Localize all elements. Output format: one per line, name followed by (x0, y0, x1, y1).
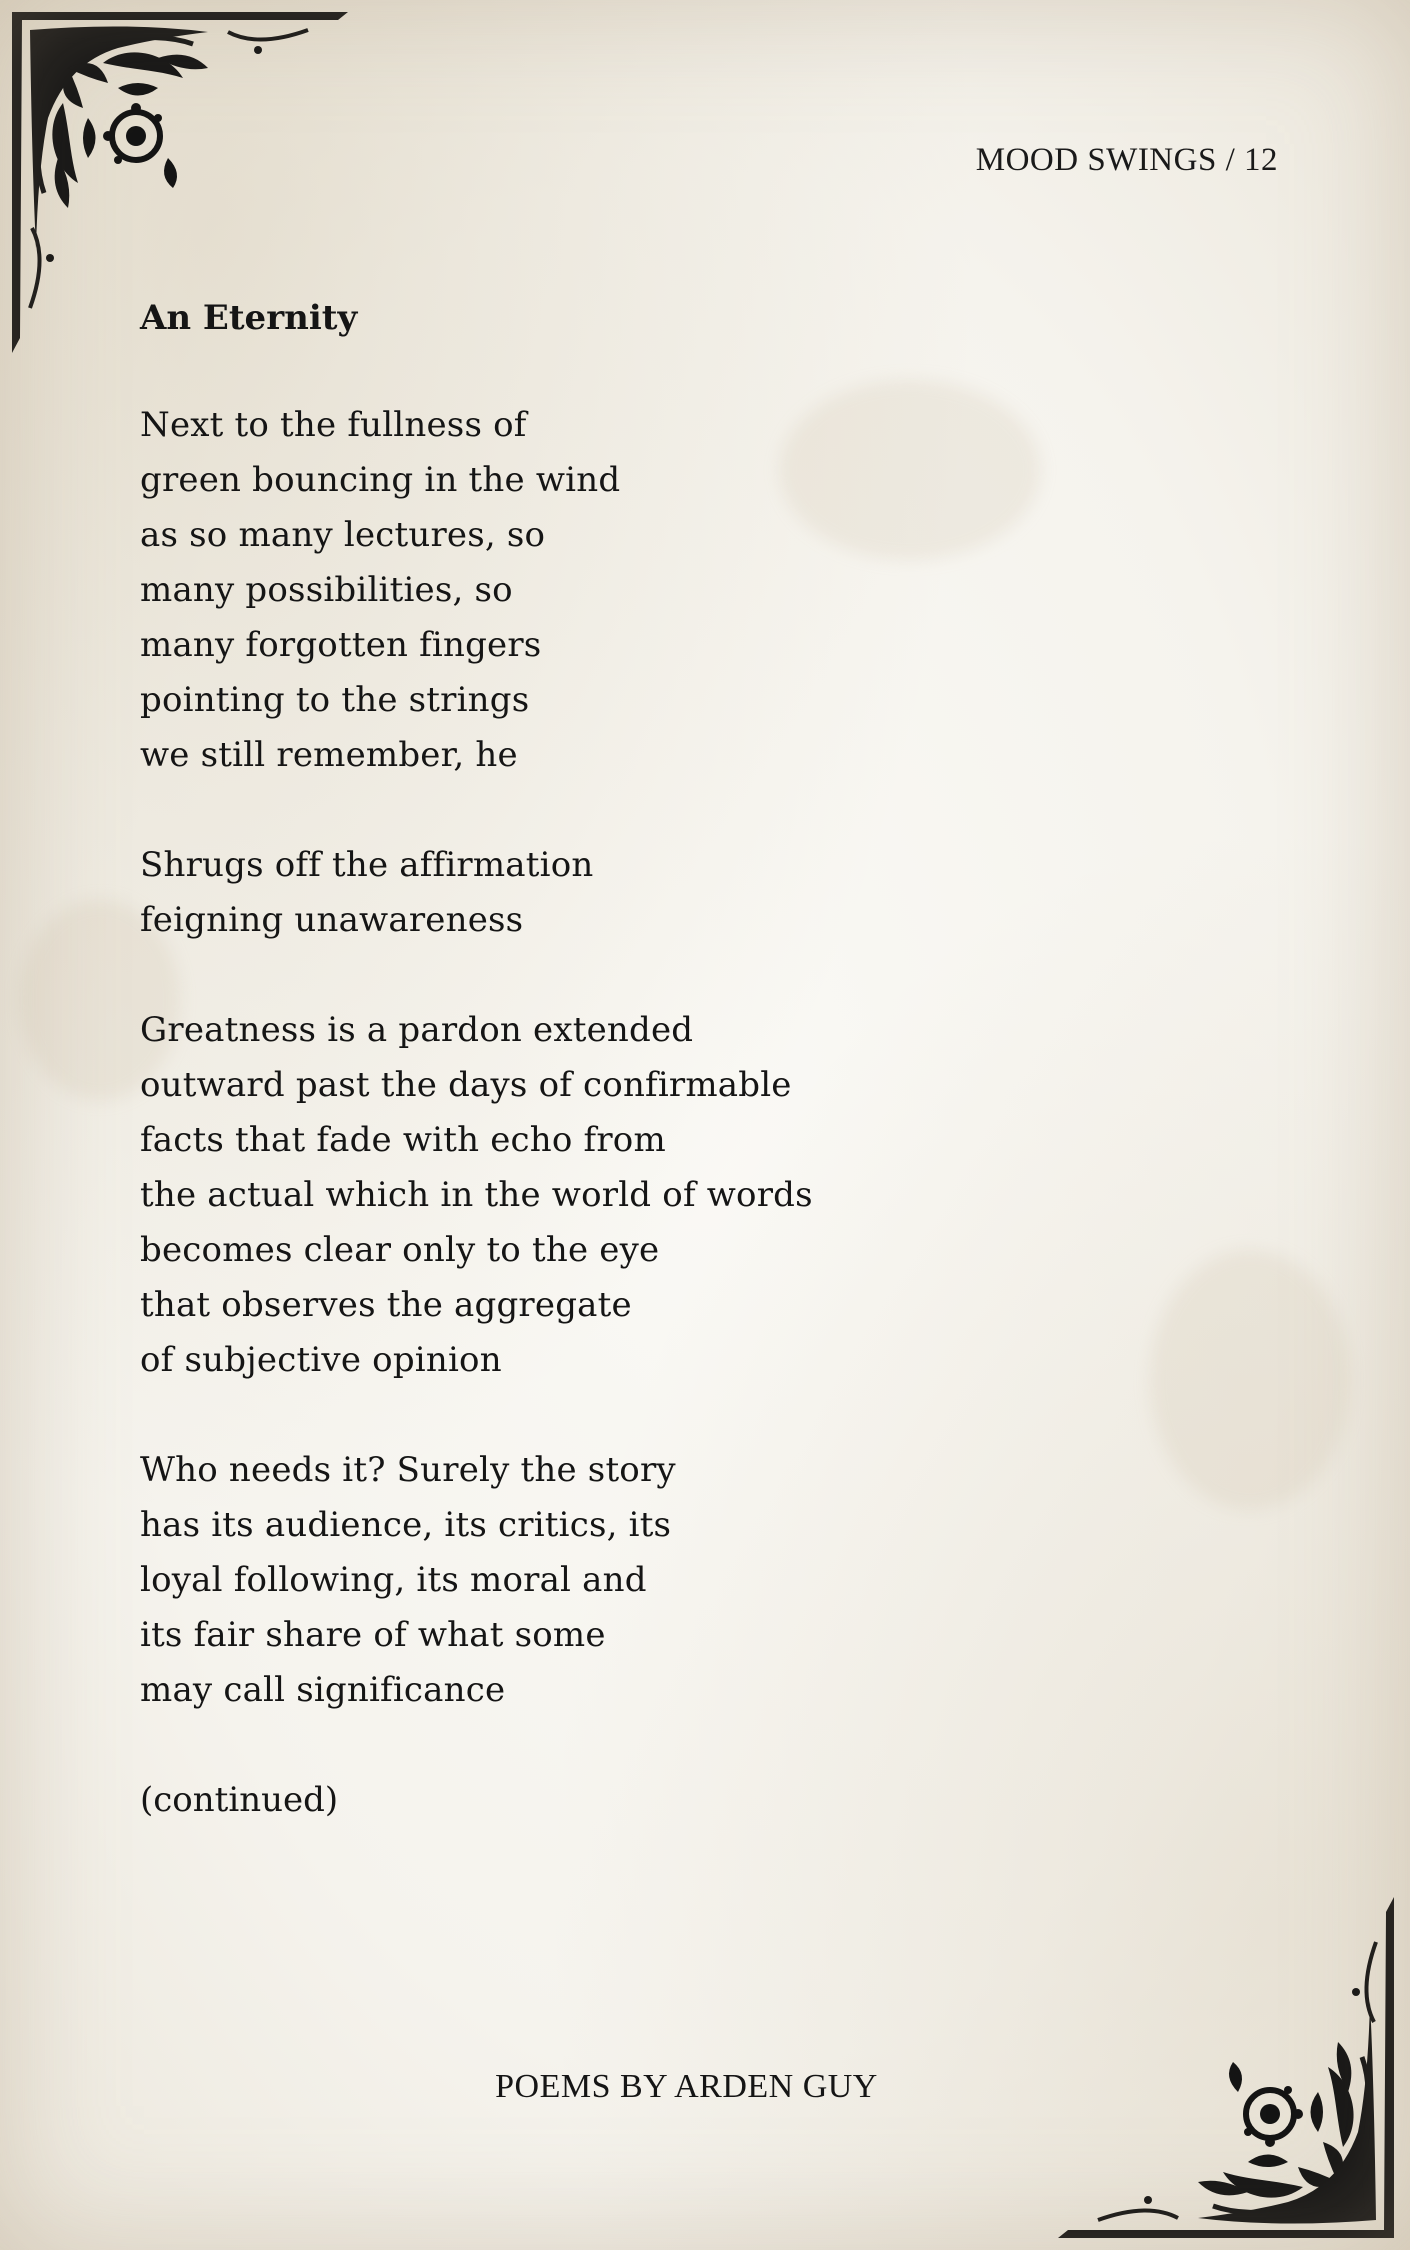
poem-line: facts that fade with echo from (140, 1120, 666, 1160)
poem-line: the actual which in the world of words (140, 1175, 813, 1215)
poem-line: of subjective opinion (140, 1340, 502, 1380)
poem-line: Shrugs off the affirmation (140, 845, 594, 885)
poem-line: becomes clear only to the eye (140, 1230, 660, 1270)
stanza-3 (140, 1003, 1040, 1388)
continued-note: (continued) (140, 1780, 339, 1820)
poem-title: An Eternity (140, 298, 358, 338)
poem-line: outward past the days of confirmable (140, 1065, 792, 1105)
poem-line: pointing to the strings (140, 680, 530, 720)
running-header: MOOD SWINGS / 12 (975, 142, 1278, 178)
poem-line: that observes the aggregate (140, 1285, 632, 1325)
paper-stain (1150, 1250, 1350, 1510)
poem-line: feigning unawareness (140, 900, 524, 940)
stanza-1 (140, 398, 1040, 783)
stanza-2 (140, 838, 1040, 948)
poem-line: Greatness is a pardon extended (140, 1010, 694, 1050)
poem-line: as so many lectures, so (140, 515, 546, 555)
poem-line: may call significance (140, 1670, 506, 1710)
poem-line: we still remember, he (140, 735, 518, 775)
poem-line: many forgotten fingers (140, 625, 542, 665)
poem-body (140, 290, 1040, 1828)
poem-line: green bouncing in the wind (140, 460, 621, 500)
floral-corner-ornament-icon (1048, 1892, 1398, 2242)
poem-line: has its audience, its critics, its (140, 1505, 672, 1545)
poem-line: Who needs it? Surely the story (140, 1450, 676, 1490)
stanza-4 (140, 1443, 1040, 1718)
poem-line: loyal following, its moral and (140, 1560, 647, 1600)
poem-line: its fair share of what some (140, 1615, 606, 1655)
poem-line: Next to the fullness of (140, 405, 527, 445)
footer-byline: POEMS BY ARDEN GUY (495, 2068, 878, 2105)
poem-line: many possibilities, so (140, 570, 513, 610)
